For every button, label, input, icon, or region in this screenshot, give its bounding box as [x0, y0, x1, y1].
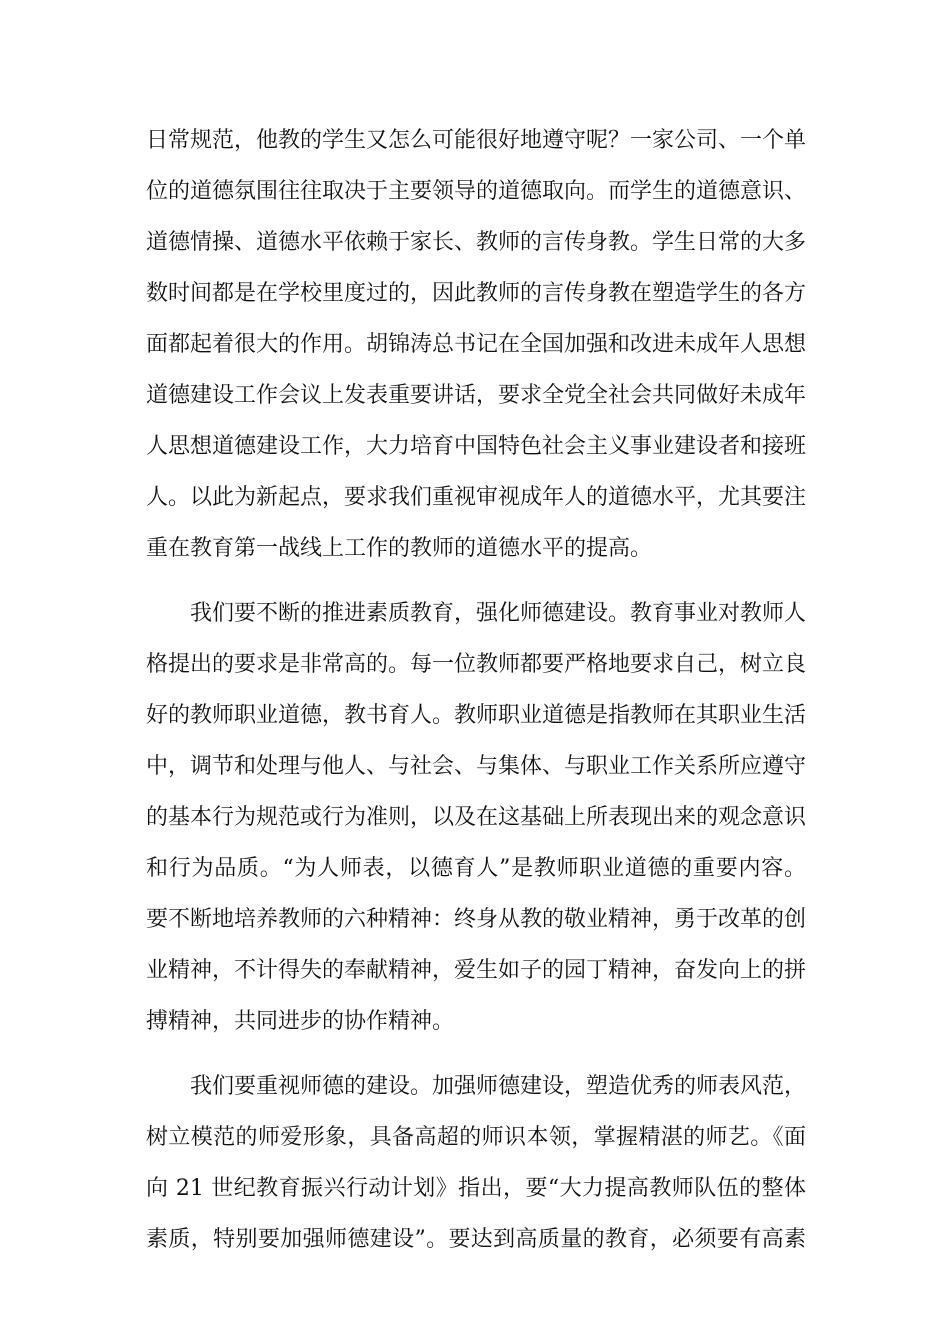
text-line: 中，调节和处理与他人、与社会、与集体、与职业工作关系所应遵守 [146, 754, 806, 779]
text-line: 我们要重视师德的建设。加强师德建设，塑造优秀的师表风范， [146, 1074, 806, 1099]
paragraph-2 [146, 588, 806, 1047]
document-body [146, 115, 806, 1265]
paragraph-3 [146, 1061, 806, 1265]
text-line: 道德情操、道德水平依赖于家长、教师的言传身教。学生日常的大多 [146, 230, 806, 255]
text-line: 搏精神，共同进步的协作精神。 [146, 1009, 455, 1034]
paragraph-spacer [146, 574, 806, 588]
text-line: 位的道德氛围往往取决于主要领导的道德取向。而学生的道德意识、 [146, 179, 806, 204]
text-line: 的基本行为规范或行为准则，以及在这基础上所表现出来的观念意识 [146, 805, 806, 830]
text-line: 向 21 世纪教育振兴行动计划》指出，要“大力提高教师队伍的整体 [146, 1176, 806, 1201]
text-line: 和行为品质。“为人师表，以德育人”是教师职业道德的重要内容。 [146, 856, 806, 881]
text-line: 格提出的要求是非常高的。每一位教师都要严格地要求自己，树立良 [146, 652, 806, 677]
text-line: 道德建设工作会议上发表重要讲话，要求全党全社会共同做好未成年 [146, 383, 806, 408]
text-line: 业精神，不计得失的奉献精神，爱生如子的园丁精神，奋发向上的拼 [146, 958, 806, 983]
paragraph-spacer [146, 1047, 806, 1061]
text-line: 好的教师职业道德，教书育人。教师职业道德是指教师在其职业生活 [146, 703, 806, 728]
text-line: 数时间都是在学校里度过的，因此教师的言传身教在塑造学生的各方 [146, 281, 806, 306]
paragraph-1 [146, 115, 806, 574]
text-line: 重在教育第一战线上工作的教师的道德水平的提高。 [146, 536, 653, 561]
text-line: 日常规范，他教的学生又怎么可能很好地遵守呢？一家公司、一个单 [146, 128, 806, 153]
text-line: 面都起着很大的作用。胡锦涛总书记在全国加强和改进未成年人思想 [146, 332, 806, 357]
text-line: 树立模范的师爱形象，具备高超的师识本领，掌握精湛的师艺。《面 [146, 1125, 806, 1150]
text-line: 人思想道德建设工作，大力培育中国特色社会主义事业建设者和接班 [146, 434, 806, 459]
text-line: 要不断地培养教师的六种精神：终身从教的敬业精神，勇于改革的创 [146, 907, 806, 932]
text-line: 素质，特别要加强师德建设”。要达到高质量的教育，必须要有高素 [146, 1227, 806, 1252]
text-line: 我们要不断的推进素质教育，强化师德建设。教育事业对教师人 [146, 601, 806, 626]
text-line: 人。以此为新起点，要求我们重视审视成年人的道德水平，尤其要注 [146, 485, 806, 510]
